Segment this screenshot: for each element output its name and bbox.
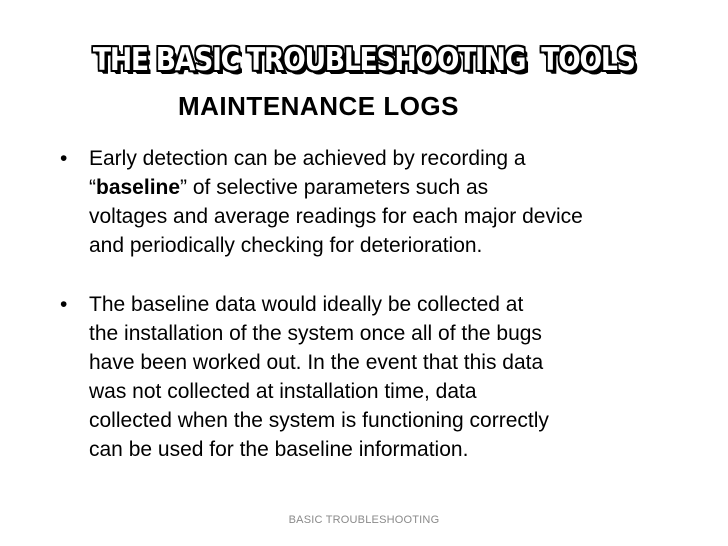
slide-footer: BASIC TROUBLESHOOTING [288,514,440,526]
bullet-1-line-1: Early detection can be achieved by recording a [89,147,526,170]
bullet-2-line-6: can be used for the baseline information. [89,438,469,461]
bullet-marker: • [60,147,68,170]
bullet-2-line-4: was not collected at installation time, data [89,380,477,403]
bullet-1-line-4: and periodically checking for deterioration. [89,234,483,257]
bullet-2-line-1: The baseline data would ideally be collected at [89,293,524,316]
bullet-2-line-5: collected when the system is functioning correctly [89,409,549,432]
bullet-2-line-2: the installation of the system once all of the bugs [89,322,542,345]
bullet-1-line-2 [89,173,700,202]
slide-title: THE BASIC TROUBLESHOOTING TOOLS [92,42,635,78]
line-continuation: ” of selective parameters such as [180,176,489,199]
baseline-emphasis: baseline [96,176,181,199]
bullet-item-1 [60,144,700,260]
open-quote: “ [89,176,96,199]
bullet-list [60,144,700,494]
bullet-2-line-3: have been worked out. In the event that this data [89,351,544,374]
bullet-item-2 [60,290,700,464]
bullet-marker: • [60,293,68,316]
bullet-1-line-3: voltages and average readings for each major device [89,205,583,228]
slide-subtitle: MAINTENANCE LOGS [178,91,459,121]
